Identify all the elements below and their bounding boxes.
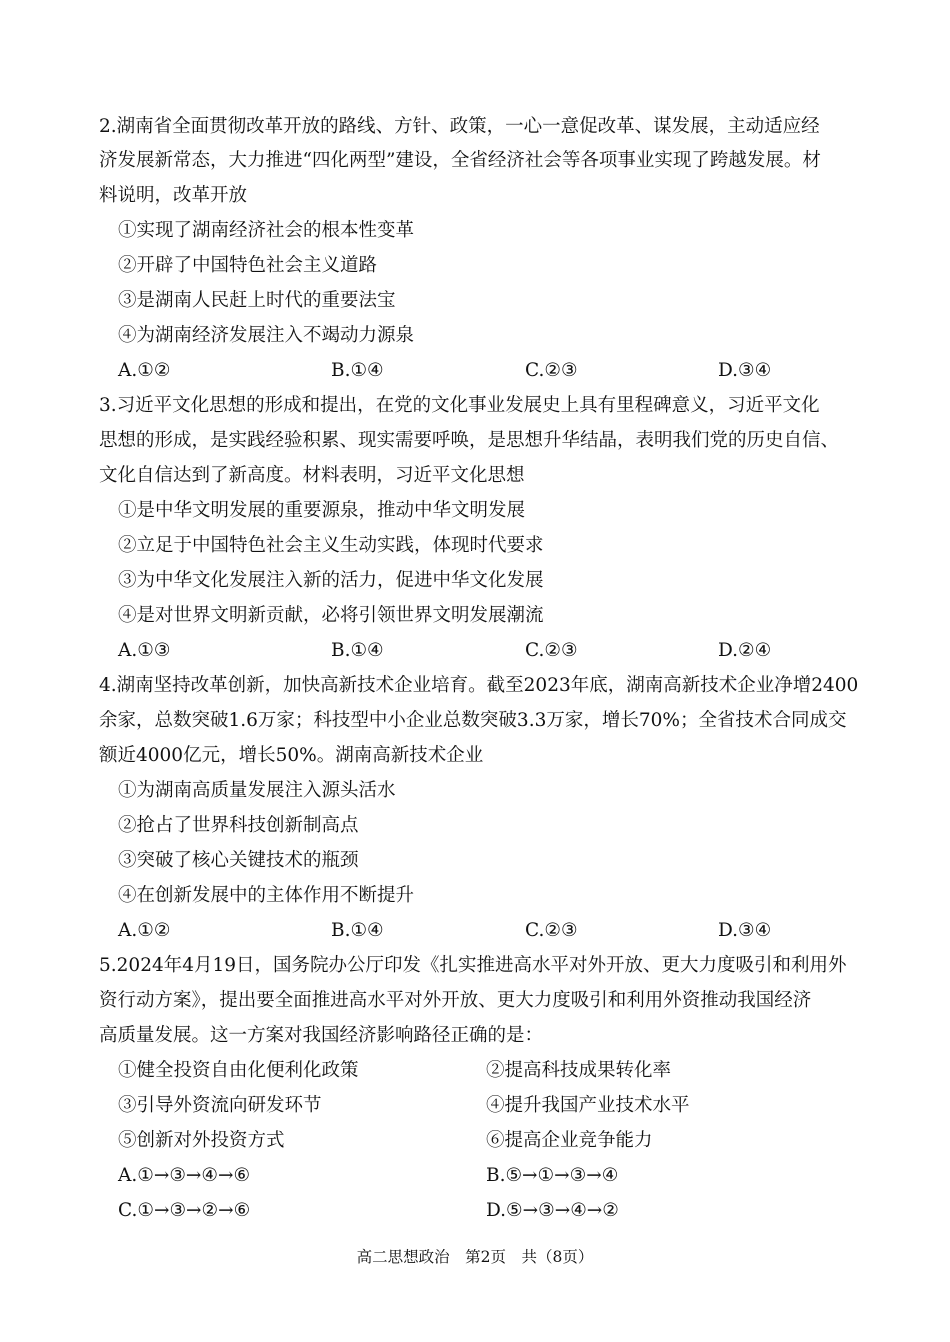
question-5-stem-line: 5.2024年4月19日，国务院办公厅印发《扎实推进高水平对外开放、更大力度吸引和利用外 — [99, 955, 847, 976]
question-4-answer-d: D.③④ — [718, 920, 772, 941]
question-3-stem-line: 3.习近平文化思想的形成和提出，在党的文化事业发展史上具有里程碑意义，习近平文化 — [99, 395, 820, 416]
question-4-answer-b: B.①④ — [331, 920, 384, 941]
question-2-answer-a: A.①② — [118, 360, 171, 381]
question-3-answer-d: D.②④ — [718, 640, 772, 661]
question-5-option: ②提高科技成果转化率 — [486, 1060, 672, 1081]
question-4-answer-a: A.①② — [118, 920, 171, 941]
question-2-option: ③是湖南人民赶上时代的重要法宝 — [118, 290, 396, 311]
question-2-answer-d: D.③④ — [718, 360, 772, 381]
question-3-answer-c: C.②③ — [525, 640, 578, 661]
question-4-option: ②抢占了世界科技创新制高点 — [118, 815, 359, 836]
question-2-answer-c: C.②③ — [525, 360, 578, 381]
question-5-option: ⑤创新对外投资方式 — [118, 1130, 285, 1151]
question-2-stem-line: 料说明，改革开放 — [99, 185, 248, 206]
page-footer: 高二思想政治 第2页 共（8页） — [356, 1248, 594, 1266]
question-5-answer-c: C.①→③→②→⑥ — [118, 1200, 251, 1221]
question-4-stem-line: 余家，总数突破1.6万家；科技型中小企业总数突破3.3万家，增长70%；全省技术合同成交 — [99, 710, 847, 731]
question-5-option: ⑥提高企业竞争能力 — [486, 1130, 653, 1151]
question-2-answer-b: B.①④ — [331, 360, 384, 381]
question-4-option: ④在创新发展中的主体作用不断提升 — [118, 885, 415, 906]
question-2-option: ②开辟了中国特色社会主义道路 — [118, 255, 378, 276]
question-3-answer-b: B.①④ — [331, 640, 384, 661]
question-2-option: ①实现了湖南经济社会的根本性变革 — [118, 220, 415, 241]
question-3-stem-line: 思想的形成，是实践经验积累、现实需要呼唤，是思想升华结晶，表明我们党的历史自信、 — [99, 430, 840, 451]
question-5-answer-d: D.⑤→③→④→② — [486, 1200, 619, 1221]
question-3-option: ④是对世界文明新贡献，必将引领世界文明发展潮流 — [118, 605, 544, 626]
question-5-answer-a: A.①→③→④→⑥ — [118, 1165, 251, 1186]
question-2-stem-line: 济发展新常态，大力推进“四化两型”建设，全省经济社会等各项事业实现了跨越发展。材 — [99, 150, 821, 171]
question-3-option: ①是中华文明发展的重要源泉，推动中华文明发展 — [118, 500, 526, 521]
question-3-answer-a: A.①③ — [118, 640, 171, 661]
question-3-option: ③为中华文化发展注入新的活力，促进中华文化发展 — [118, 570, 544, 591]
question-3-option: ②立足于中国特色社会主义生动实践，体现时代要求 — [118, 535, 544, 556]
question-4-option: ③突破了核心关键技术的瓶颈 — [118, 850, 359, 871]
question-5-stem-line: 资行动方案》，提出要全面推进高水平对外开放、更大力度吸引和利用外资推动我国经济 — [99, 990, 812, 1011]
question-5-option: ④提升我国产业技术水平 — [486, 1095, 690, 1116]
question-5-stem-line: 高质量发展。这一方案对我国经济影响路径正确的是： — [99, 1025, 544, 1046]
question-4-answer-c: C.②③ — [525, 920, 578, 941]
question-2-stem-line: 2.湖南省全面贯彻改革开放的路线、方针、政策，一心一意促改革、谋发展，主动适应经 — [99, 116, 820, 137]
question-5-option: ①健全投资自由化便利化政策 — [118, 1060, 359, 1081]
question-5-option: ③引导外资流向研发环节 — [118, 1095, 322, 1116]
question-4-stem-line: 4.湖南坚持改革创新，加快高新技术企业培育。截至2023年底，湖南高新技术企业净增2400 — [99, 675, 859, 696]
question-2-option: ④为湖南经济发展注入不竭动力源泉 — [118, 325, 415, 346]
question-4-stem-line: 额近4000亿元，增长50%。湖南高新技术企业 — [99, 745, 484, 766]
question-4-option: ①为湖南高质量发展注入源头活水 — [118, 780, 396, 801]
question-3-stem-line: 文化自信达到了新高度。材料表明，习近平文化思想 — [99, 465, 525, 486]
question-5-answer-b: B.⑤→①→③→④ — [486, 1165, 619, 1186]
